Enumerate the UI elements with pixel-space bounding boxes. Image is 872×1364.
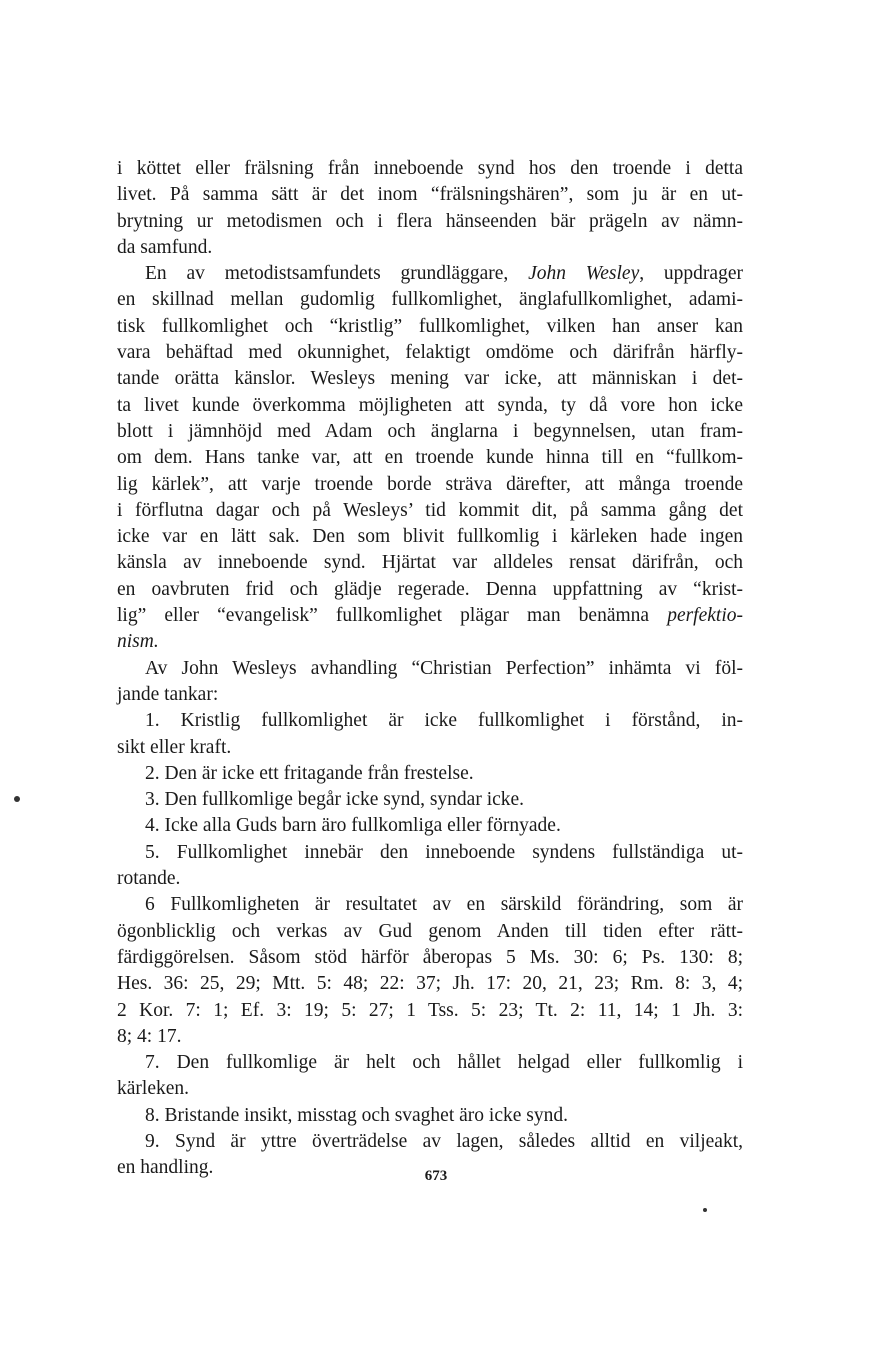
text-line — [117, 209, 743, 235]
text-line — [117, 919, 743, 945]
text-line — [117, 314, 743, 340]
line-text: 5. Fullkomlighet innebär den inneboende syndens fullständiga ut- — [145, 841, 743, 863]
text-line — [117, 866, 743, 892]
body-text — [117, 156, 743, 1182]
line-text: blott i jämnhöjd med Adam och änglarna i begynnelsen, utan fram- — [117, 420, 743, 442]
line-text: en oavbruten frid och glädje regerade. Denna uppfattning av “krist- — [117, 578, 743, 600]
line-text: 2. Den är icke ett fritagande från frestelse. — [145, 762, 474, 784]
line-text: 3. Den fullkomlige begår icke synd, syndar icke. — [145, 789, 525, 811]
line-text: en skillnad mellan gudomlig fullkomlighet, änglafullkomlighet, adami- — [117, 289, 743, 311]
text-line — [117, 1129, 743, 1155]
text-line — [117, 550, 743, 576]
text-line — [117, 498, 743, 524]
line-text: färdiggörelsen. Såsom stöd härför åberopas 5 Ms. 30: 6; Ps. 130: 8; — [117, 946, 743, 968]
page-number: 673 — [424, 1168, 448, 1184]
text-line — [117, 787, 743, 813]
line-text: rotande. — [117, 868, 181, 890]
line-text: 7. Den fullkomlige är helt och hållet helgad eller fullkomlig i — [145, 1052, 743, 1074]
text-line — [117, 419, 743, 445]
line-text: livet. På samma sätt är det inom “frälsningshären”, som ju är en ut- — [117, 184, 743, 206]
text-line — [117, 708, 743, 734]
text-line — [117, 340, 743, 366]
text-line — [117, 287, 743, 313]
text-line — [117, 1076, 743, 1102]
text-line — [117, 682, 743, 708]
text-line — [117, 524, 743, 550]
line-text: 2 Kor. 7: 1; Ef. 3: 19; 5: 27; 1 Tss. 5: 23; Tt. 2: 11, 14; 1 Jh. 3: — [117, 999, 743, 1021]
text-line — [117, 182, 743, 208]
text-line — [117, 577, 743, 603]
text-line — [117, 445, 743, 471]
text-line — [117, 1024, 743, 1050]
text-line — [117, 1050, 743, 1076]
line-text: jande tankar: — [117, 683, 219, 705]
line-text: 8. Bristande insikt, misstag och svaghet äro icke synd. — [145, 1104, 568, 1126]
line-text: i köttet eller frälsning från inneboende synd hos den troende i detta — [117, 158, 743, 179]
line-text: En av metodistsamfundets grundläggare, — [145, 263, 529, 285]
text-line — [117, 235, 743, 261]
text-line — [117, 1103, 743, 1129]
line-text: brytning ur metodismen och i flera hänseenden bär prägeln av nämn- — [117, 210, 743, 232]
line-text: vara behäftad med okunnighet, felaktigt omdöme och därifrån härfly- — [117, 342, 743, 364]
print-speck — [703, 1208, 707, 1212]
line-text: tisk fullkomlighet och “kristlig” fullkomlighet, vilken han anser kan — [117, 315, 743, 337]
line-text: i förflutna dagar och på Wesleys’ tid kommit dit, på samma gång det — [117, 499, 743, 521]
line-text: lig” eller “evangelisk” fullkomlighet plägar man benämna — [117, 605, 668, 627]
line-text: en handling. — [117, 1157, 214, 1179]
line-text: icke var en lätt sak. Den som blivit fullkomlig i kärleken hade ingen — [117, 526, 743, 548]
italic-text: John Wesley — [528, 263, 640, 285]
text-line — [117, 892, 743, 918]
text-line — [117, 656, 743, 682]
text-line — [117, 261, 743, 287]
line-text: lig kärlek”, att varje troende borde sträva därefter, att många troende — [117, 473, 743, 495]
line-text: da samfund. — [117, 236, 213, 258]
italic-text: perfektio- — [667, 605, 743, 627]
text-line — [117, 603, 743, 629]
text-line — [117, 629, 743, 655]
line-text: 4. Icke alla Guds barn äro fullkomliga eller förnyade. — [145, 815, 561, 837]
text-line — [117, 813, 743, 839]
text-line — [117, 761, 743, 787]
line-text: om dem. Hans tanke var, att en troende kunde hinna till en “fullkom- — [117, 447, 743, 469]
text-line — [117, 998, 743, 1024]
line-text: Hes. 36: 25, 29; Mtt. 5: 48; 22: 37; Jh. 17: 20, 21, 23; Rm. 8: 3, 4; — [117, 973, 743, 995]
line-text: 6 Fullkomligheten är resultatet av en särskild förändring, som är — [145, 894, 743, 916]
line-text: Av John Wesleys avhandling “Christian Perfection” inhämta vi föl- — [145, 657, 743, 679]
text-line — [117, 472, 743, 498]
line-text: ta livet kunde överkomma möjligheten att synda, ty då vore hon icke — [117, 394, 743, 416]
line-text: 1. Kristlig fullkomlighet är icke fullkomlighet i förstånd, in- — [145, 710, 743, 732]
line-text: känsla av inneboende synd. Hjärtat var alldeles rensat därifrån, och — [117, 552, 743, 574]
print-speck — [14, 796, 20, 802]
text-line — [117, 971, 743, 997]
line-text: sikt eller kraft. — [117, 736, 232, 758]
line-text: kärleken. — [117, 1078, 190, 1100]
text-line — [117, 393, 743, 419]
text-line — [117, 735, 743, 761]
line-text: ögonblicklig och verkas av Gud genom Anden till tiden efter rätt- — [117, 920, 743, 942]
line-text: 8; 4: 17. — [117, 1025, 182, 1047]
line-text: tande orätta känslor. Wesleys mening var icke, att människan i det- — [117, 368, 743, 390]
italic-text: nism. — [117, 631, 159, 653]
text-line — [117, 945, 743, 971]
text-line — [117, 156, 743, 182]
line-text: 9. Synd är yttre överträdelse av lagen, således alltid en viljeakt, — [145, 1130, 743, 1152]
text-line — [117, 366, 743, 392]
text-line — [117, 840, 743, 866]
line-text-after: , uppdrager — [639, 263, 743, 285]
